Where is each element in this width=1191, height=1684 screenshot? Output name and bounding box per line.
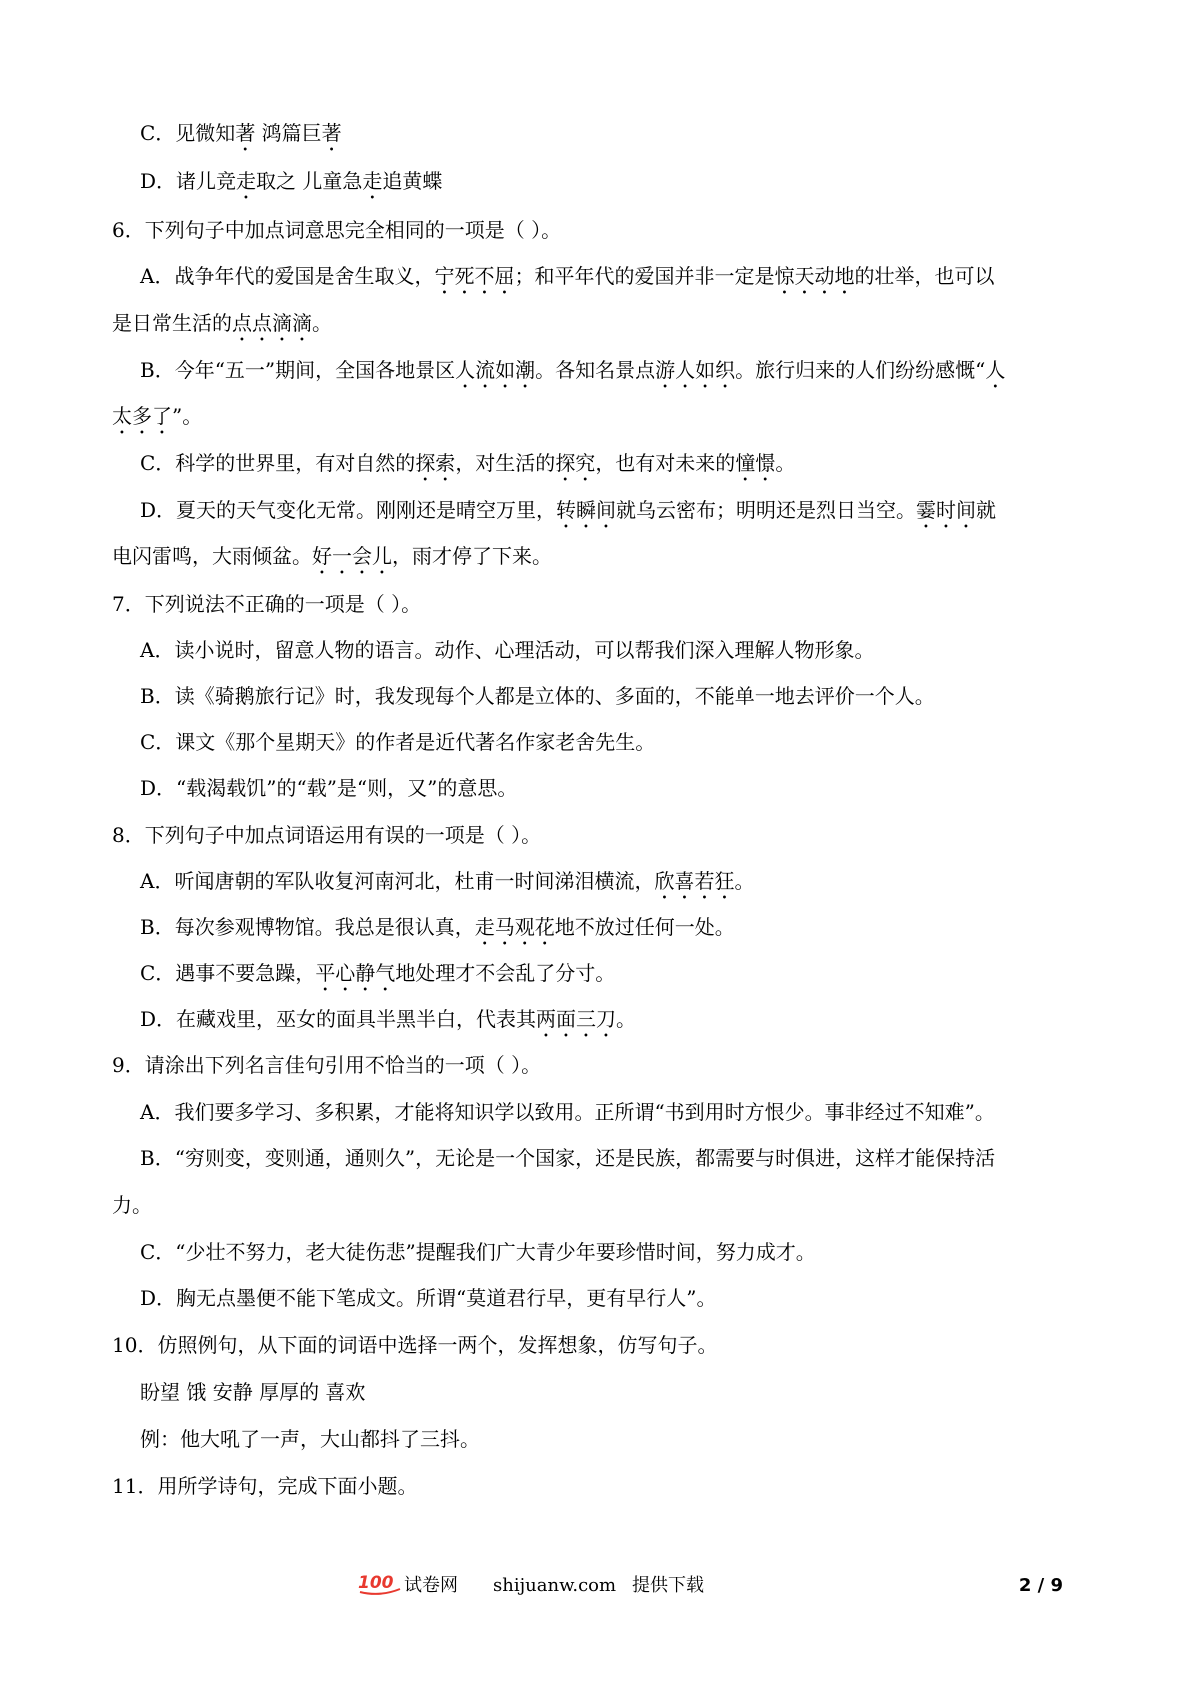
text-segment: 力。 bbox=[112, 1193, 152, 1217]
option-text bbox=[140, 912, 735, 950]
emphasized-word: 走 bbox=[362, 169, 383, 193]
option-text bbox=[140, 1097, 995, 1127]
text-segment: 例：他大吼了一声，大山都抖了三抖。 bbox=[140, 1427, 480, 1451]
emphasized-word: 人 bbox=[985, 358, 1006, 382]
option-text bbox=[140, 866, 754, 904]
text-segment: B．每次参观博物馆。我总是很认真， bbox=[140, 915, 475, 939]
option-text bbox=[140, 495, 996, 533]
text-segment: C．遇事不要急躁， bbox=[140, 961, 316, 985]
text-segment: 鸿篇巨 bbox=[255, 121, 322, 145]
emphasized-word: 惊天动地 bbox=[774, 264, 855, 288]
option-text bbox=[140, 1283, 716, 1313]
text-segment: B．“穷则变，变则通，通则久”，无论是一个国家，还是民族，都需要与时俱进，这样才能保持活 bbox=[140, 1146, 996, 1170]
emphasized-word: 著 bbox=[321, 121, 342, 145]
emphasized-word: 两面三刀 bbox=[536, 1007, 617, 1031]
emphasized-word: 憧憬 bbox=[735, 451, 776, 475]
text-segment: 8．下列句子中加点词语运用有误的一项是（ ）。 bbox=[112, 823, 542, 847]
text-segment: 就乌云密布；明明还是烈日当空。 bbox=[616, 498, 917, 522]
text-segment: A．战争年代的爱国是舍生取义， bbox=[140, 264, 435, 288]
text-segment: 电闪雷鸣，大雨倾盆。 bbox=[112, 544, 312, 568]
text-segment: 。 bbox=[775, 451, 796, 475]
emphasized-word: 欣喜若狂 bbox=[654, 869, 735, 893]
emphasized-word: 走 bbox=[236, 169, 257, 193]
text-segment: C．课文《那个星期天》的作者是近代著名作家老舍先生。 bbox=[140, 730, 656, 754]
text-segment: 。 bbox=[734, 869, 755, 893]
page-number: 2 / 9 bbox=[1018, 1575, 1063, 1596]
emphasized-word: 霎时间 bbox=[916, 498, 977, 522]
text-segment: ，也有对未来的 bbox=[595, 451, 736, 475]
option-text bbox=[140, 166, 442, 204]
text-segment: A．听闻唐朝的军队收复河南河北，杜甫一时间涕泪横流， bbox=[140, 869, 655, 893]
text-segment: A．读小说时，留意人物的语言。动作、心理活动，可以帮我们深入理解人物形象。 bbox=[140, 638, 875, 662]
option-text bbox=[140, 635, 874, 665]
emphasized-word: 宁死不屈 bbox=[434, 264, 515, 288]
question-text bbox=[112, 1330, 717, 1360]
option-text bbox=[140, 681, 935, 711]
text-segment: 追黄蝶 bbox=[382, 169, 443, 193]
question-text bbox=[112, 1050, 541, 1080]
option-text bbox=[140, 727, 655, 757]
footer-site-name: 试卷网 bbox=[404, 1575, 458, 1596]
continuation-text bbox=[112, 401, 202, 439]
emphasized-word: 好一会儿 bbox=[312, 544, 392, 568]
continuation-text bbox=[112, 541, 552, 579]
emphasized-word: 平心静气 bbox=[315, 961, 396, 985]
question-text bbox=[112, 589, 421, 619]
text-segment: D．诸儿竞 bbox=[140, 169, 237, 193]
emphasized-word: 人流如潮 bbox=[455, 358, 536, 382]
text-segment: 地处理才不会乱了分寸。 bbox=[395, 961, 616, 985]
text-segment: 6．下列句子中加点词意思完全相同的一项是（ ）。 bbox=[112, 218, 562, 242]
footer-slogan: 提供下载 bbox=[632, 1575, 704, 1596]
option-text bbox=[140, 773, 517, 803]
emphasized-word: 著 bbox=[235, 121, 256, 145]
text-segment: B．今年“五一”期间，全国各地景区 bbox=[140, 358, 456, 382]
text-segment: 。旅行归来的人们纷纷感慨“ bbox=[735, 358, 986, 382]
text-segment: 的壮举，也可以 bbox=[854, 264, 995, 288]
text-segment: 。 bbox=[616, 1007, 637, 1031]
text-segment: ，雨才停了下来。 bbox=[392, 544, 552, 568]
text-segment: C．科学的世界里，有对自然的 bbox=[140, 451, 416, 475]
text-segment: D．胸无点墨便不能下笔成文。所谓“莫道君行早，更有早行人”。 bbox=[140, 1286, 717, 1310]
logo-text: 100 bbox=[358, 1573, 394, 1593]
footer-domain[interactable]: shijuanw.com bbox=[493, 1575, 617, 1596]
text-segment: 7．下列说法不正确的一项是（ ）。 bbox=[112, 592, 422, 616]
text-segment: 盼望 饿 安静 厚厚的 喜欢 bbox=[140, 1380, 366, 1404]
text-segment: 11．用所学诗句，完成下面小题。 bbox=[112, 1474, 418, 1498]
option-text bbox=[140, 261, 994, 299]
option-text bbox=[140, 958, 615, 996]
emphasized-word: 走马观花 bbox=[474, 915, 555, 939]
emphasized-word: 转瞬间 bbox=[556, 498, 617, 522]
text-segment: 9．请涂出下列名言佳句引用不恰当的一项（ ）。 bbox=[112, 1053, 542, 1077]
text-segment: 。 bbox=[312, 311, 332, 335]
continuation-text bbox=[112, 308, 332, 346]
emphasized-word: 太多了 bbox=[112, 404, 172, 428]
question-text bbox=[112, 820, 541, 850]
text-segment: 。各知名景点 bbox=[535, 358, 656, 382]
option-text bbox=[140, 448, 795, 486]
text-segment: ，对生活的 bbox=[455, 451, 556, 475]
option-text bbox=[140, 118, 342, 156]
text-segment: D．在藏戏里，巫女的面具半黑半白，代表其 bbox=[140, 1007, 537, 1031]
text-segment: 就 bbox=[976, 498, 997, 522]
text-segment: B．读《骑鹅旅行记》时，我发现每个人都是立体的、多面的，不能单一地去评价一个人。 bbox=[140, 684, 935, 708]
text-segment: ；和平年代的爱国并非一定是 bbox=[514, 264, 775, 288]
emphasized-word: 点点滴滴 bbox=[232, 311, 312, 335]
text-segment: 取之 儿童急 bbox=[256, 169, 363, 193]
shijuanw-logo bbox=[356, 1567, 406, 1597]
option-text bbox=[140, 1143, 995, 1173]
text-segment: 地不放过任何一处。 bbox=[554, 915, 735, 939]
text-segment: D．“载渴载饥”的“载”是“则，又”的意思。 bbox=[140, 776, 518, 800]
option-text bbox=[140, 1377, 365, 1407]
option-text bbox=[140, 1004, 636, 1042]
option-text bbox=[140, 355, 1005, 393]
text-segment: ”。 bbox=[172, 404, 203, 428]
question-text bbox=[112, 215, 561, 245]
option-text bbox=[140, 1424, 480, 1454]
text-segment: D．夏天的天气变化无常。刚刚还是晴空万里， bbox=[140, 498, 557, 522]
question-text bbox=[112, 1471, 417, 1501]
text-segment: C．“少壮不努力，老大徒伤悲”提醒我们广大青少年要珍惜时间，努力成才。 bbox=[140, 1240, 816, 1264]
text-segment: 10．仿照例句，从下面的词语中选择一两个，发挥想象，仿写句子。 bbox=[112, 1333, 718, 1357]
text-segment: 是日常生活的 bbox=[112, 311, 232, 335]
text-segment: A．我们要多学习、多积累，才能将知识学以致用。正所谓“书到用时方恨少。事非经过不知难”。 bbox=[140, 1100, 995, 1124]
option-text bbox=[140, 1237, 816, 1267]
emphasized-word: 探究 bbox=[555, 451, 596, 475]
text-segment: C．见微知 bbox=[140, 121, 236, 145]
emphasized-word: 探索 bbox=[415, 451, 456, 475]
continuation-text bbox=[112, 1190, 152, 1220]
emphasized-word: 游人如织 bbox=[655, 358, 736, 382]
